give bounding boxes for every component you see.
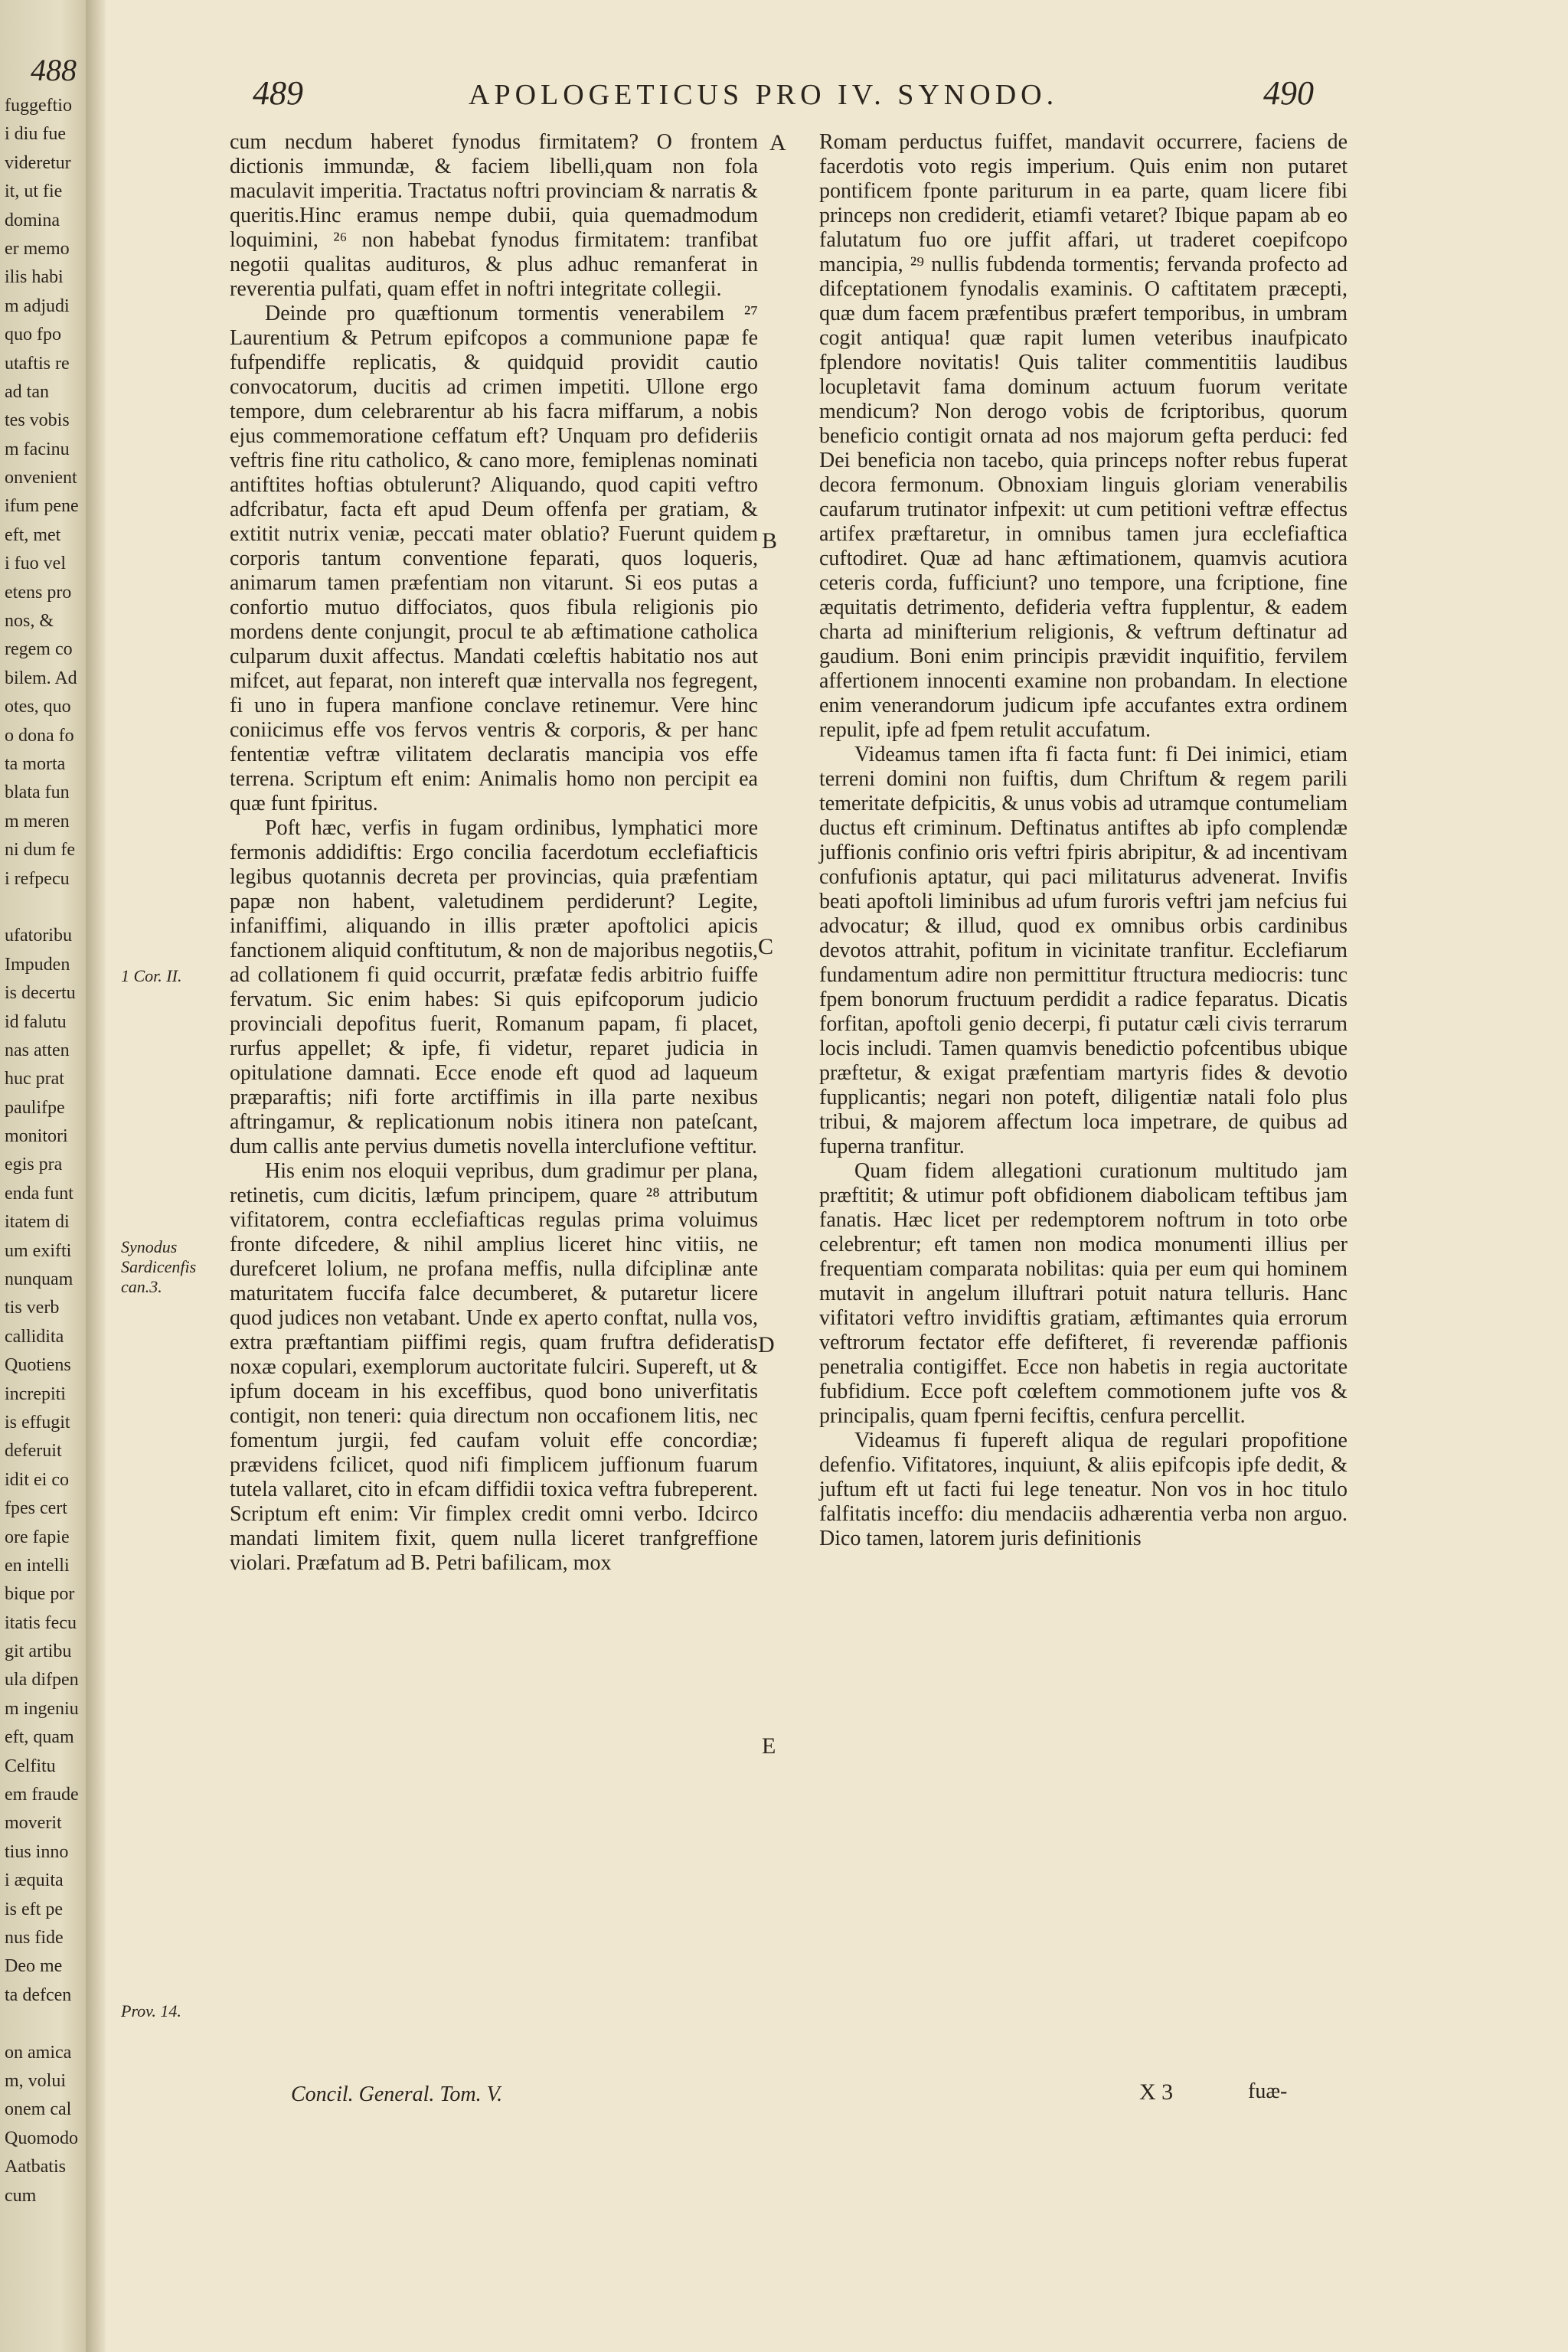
gutter-fragment: ufatoribu (5, 926, 72, 946)
gutter-fragment: ta defcen (5, 1984, 72, 2005)
gutter-fragment: utaftis re (5, 353, 70, 374)
gutter-fragment: is eft pe (5, 1899, 63, 1919)
gutter-fragment: eft, met (5, 524, 61, 545)
left-text-column (230, 130, 758, 1576)
gutter-fragment: it, ut fie (5, 181, 63, 202)
gutter-fragment: i fuo vel (5, 554, 66, 574)
catchword: fuæ- (1248, 2079, 1288, 2103)
gutter-fragment: idit ei co (5, 1469, 69, 1490)
gutter-fragment: eft, quam (5, 1727, 74, 1748)
gutter-fragment: onem cal (5, 2099, 72, 2120)
gutter-fragment: is decertu (5, 983, 76, 1004)
margin-note-synod: Synodus Sardicenfis can.3. (121, 1237, 197, 1296)
right-text-column (819, 130, 1348, 1551)
gutter-fragment: nunquam (5, 1269, 74, 1290)
section-mark-c: C (758, 934, 774, 959)
gutter-fragment: m, volui (5, 2070, 67, 2091)
gutter-fragment: blata fun (5, 782, 70, 803)
gutter-fragment: monitori (5, 1126, 68, 1147)
gutter-fragment: Celfitu (5, 1756, 56, 1776)
section-mark-e: E (762, 1733, 776, 1759)
gutter-fragment: Aatbatis (5, 2157, 66, 2177)
gutter-fragment: nos, & (5, 611, 54, 632)
previous-page-number: 488 (31, 53, 77, 87)
gutter-fragment: m facinu (5, 439, 70, 459)
paragraph: Poft hæc, verfis in fugam ordinibus, lymphatici more fermonis addidiftis: Ergo concilia facerdotum ecclefiafticis legibus quotannis decreta per provincias, quia præfentiam papæ non habent, valetudinem perdiderunt? Legite, infaniffimi, aliquando in illis præter apoftolici apicis fanctionem aliquid conftitutum, & non de majoribus negotiis, ad collationem fi quid occurrit, præfatæ fedis arbitrio fuiffe fervatum. Sic enim habes: Si quis epifcoporum judicio provinciali depofitus fuerit, Romanum papam, fi placet, rurfus appellet; & ipfe, fi videtur, reparet judicia in opitulatione damnati. Ecce enode eft quod ad laqueum præparaftis; nifi forte arctiffimis in illa parte nexibus aftringamur, & replicationum nobis itinera non pateſcant, dum callis ante pervius dumetis novella interclufione veftitur. (230, 816, 758, 1158)
gutter-fragment: Deo me (5, 1956, 63, 1977)
left-page-number: 489 (253, 74, 303, 112)
running-header (0, 74, 1568, 119)
gutter-fragment: increpiti (5, 1383, 66, 1404)
running-title: APOLOGETICUS PRO IV. SYNODO. (469, 79, 1059, 111)
gutter-fragment: m meren (5, 811, 70, 831)
gutter-fragment: i æquita (5, 1870, 64, 1891)
gutter-fragment: videretur (5, 152, 71, 173)
gutter-fragment: ore fapie (5, 1527, 70, 1547)
gutter-fragment: i diu fue (5, 124, 66, 145)
gutter-fragment: quo fpo (5, 325, 61, 345)
gutter-fragment: cum (5, 2185, 37, 2206)
gutter-fragment: regem co (5, 639, 73, 660)
gutter-fragment: nas atten (5, 1040, 70, 1060)
footer-source: Concil. General. Tom. V. (291, 2082, 503, 2106)
gutter-fragment: ula difpen (5, 1670, 79, 1690)
section-mark-d: D (758, 1332, 775, 1357)
gutter-fragment: er memo (5, 238, 70, 259)
gutter-fragment: enda funt (5, 1183, 74, 1204)
paragraph: Quam fidem allegationi curationum multitudo jam præftitit; & utimur poft obfidionem diabolicam teftibus jam fanatis. Hæc licet per redemptorem noftrum in toto orbe celebrentur; eft tamen non modica monumenti illius per frequentiam comparata nobilitas: quia per eum qui hominem mutavit in angelum illuftrari potuit natura telluris. Hanc vifitatori veftro invidiftis gratiam, æftimantes quia errorum veftrorum fectator effe defifteret, fi reverendæ paffionis penetralia contigiffet. Ecce non habetis in regia auctoritate fubfidium. Ecce poft cœleftem commotionem jufte vos & principalis, quam fperni feciftis, cenfura percellit. (819, 1159, 1348, 1428)
signature-mark: X 3 (1139, 2079, 1174, 2105)
gutter-fragment: m adjudi (5, 296, 70, 316)
gutter-fragment: egis pra (5, 1155, 63, 1175)
gutter-fragment: Impuden (5, 954, 70, 975)
gutter-fragment: domina (5, 210, 60, 230)
gutter-fragment: em fraude (5, 1785, 79, 1805)
gutter-fragment: is effugit (5, 1412, 70, 1432)
gutter-fragment: tes vobis (5, 410, 70, 431)
previous-page-gutter (0, 0, 86, 2352)
gutter-text-fragments (5, 92, 84, 2210)
gutter-fragment: fuggeftio (5, 96, 72, 116)
section-mark-a: A (769, 130, 786, 155)
gutter-fragment: bique por (5, 1584, 75, 1605)
margin-note-cor: 1 Cor. II. (121, 966, 182, 985)
gutter-fragment: id falutu (5, 1011, 67, 1032)
page-fold-shadow (86, 0, 106, 2352)
gutter-fragment: en intelli (5, 1555, 70, 1576)
paragraph: Videamus fi fupereft aliqua de regulari propofitione defenfio. Vifitatores, inquiunt, & aliis epifcopis ipfe dedit, & juftum eft ut facti fui lege teneatur. Non vos in hoc titulo falfitatis inceffo: diu mendaciis adhærentia verba non arguo. Dico tamen, latorem juris definitionis (819, 1429, 1348, 1550)
gutter-fragment: onvenient (5, 468, 77, 488)
gutter-fragment: etens pro (5, 582, 72, 603)
gutter-fragment (5, 893, 84, 922)
gutter-fragment: nus fide (5, 1928, 64, 1948)
section-mark-b: B (762, 528, 778, 554)
gutter-fragment: bilem. Ad (5, 668, 77, 688)
gutter-fragment: tis verb (5, 1298, 60, 1318)
gutter-fragment: ad tan (5, 381, 49, 402)
gutter-fragment: deferuit (5, 1441, 62, 1462)
margin-note-prov: Prov. 14. (121, 2001, 181, 2020)
paragraph: Romam perductus fuiffet, mandavit occurrere, faciens de facerdotis voto regis imperium. Quis enim non putaret pontificem fponte pariturum in ea parte, quam licere fibi princeps non crediderit, etiamfi vetaret? Ibique papam ab eo falutatum fuo ore juffit affari, ut traderet coepifcopo mancipia, ²⁹ nullis fubdenda tormentis; fervanda profecto ad difceptationem fynodalis examinis. O caftitatem præcepti, quæ dum facem præfentibus præfert temporibus, in umbram cogit antiqua! quæ rapit lumen veteribus inaufpicato fplendore novitatis! Quis taliter commentitiis laudibus locupletavit fama dominum actuum fuorum veritate mendicum? Non derogo vobis de fcriptoribus, quorum beneficio contigit ornata ad nos majorum gefta perduci: fed Dei beneficia non tacebo, quia princeps nofter rebus fuperat decora fermonum. Obnoxiam linguis gloriam venerabilis caufarum trutinator infpexit: ut cum petitioni veftræ effectus artifex præftaretur, in omnibus tamen jura ecclefiaftica cuftodiret. Quæ ad hanc æftimationem, quamvis acutiora ceteris corda, fufficiunt? uno tempore, una fcriptione, fine æquitatis detrimento, defideria veftra fupplentur, & eadem charta ad minifterium religionis, & veftrum deftinatur ad gaudium. Boni enim principis prævidit inquifitio, fervilem affertionem innocenti examine non probandam. In electione enim venerandorum judicum ipfe accufantes extra ordinem repulit, ipfe ad fpem retulit accufatum. (819, 130, 1348, 742)
gutter-fragment: i refpecu (5, 868, 70, 889)
gutter-fragment: on amica (5, 2042, 72, 2063)
gutter-fragment: itatis fecu (5, 1612, 77, 1633)
paragraph: Videamus tamen ifta fi facta funt: fi Dei inimici, etiam terreni domini non fuiftis, dum Chriftum & regem parili temeritate defpicitis, & unus vobis ad utramque contumeliam ductus eft criminum. Deftinatus antiftes ab ipfo complendæ juffionis confinio oris veftri fpiris abripitur, & ad incentivam confufionis aptatur, qui paci militaturus advenerat. Invifis beati apoftoli liminibus ad ufum furoris veftri jam nefcius fui advocatur; & illud, quod ex omnibus orbis cardinibus devotos attrahit, pofitum in vicinitate tranfitur. Ecclefiarum fundamentum adire non permittitur ftructura mediocris: tunc fpem bonorum fructuum perdidit a radice feparatus. Dicatis forfitan, apoftoli genio decerpi, fi putatur cæli civis terrarum locis includi. Tamen quamvis benedictio pofcentibus ubique præftetur, & exigat præfentiam martyris fides & devotio fupplicantis; negari non poteft, diligentiæ natali folo plus tribui, & majorem affectum loca impetrare, de quibus ad fuperna tranfitur. (819, 743, 1348, 1158)
gutter-fragment (5, 2010, 84, 2038)
paragraph: Deinde pro quæftionum tormentis venerabilem ²⁷ Laurentium & Petrum epifcopos a communione papæ fe fufpendiffe replicatis, & quidquid providit cautio convocatorum, ducitis ad crimen impetiti. Ullone ergo tempore, dum celebrarentur ab his facra miffarum, a nobis ejus commemoratione ceffatum eft? Unquam pro defideriis veftris fine ritu catholico, & cano more, femiplenas nominati antiftites hoftias obtulerunt? Aliquando, quod capiti veftro adfcribatur, facta eft apud Deum offenfa per gratiam, & extitit nutrix veniæ, peccati mater oblatio? Fuerunt quidem corporis tantum conventione feparati, quos loqueris, animarum tamen præfentiam non vitarunt. Si eos putas a confortio mutuo diffociatos, quos fibula religionis pio mordens dente conjungit, procul te ab æftimatione catholica culparum duxit affectus. Mandati cœleftis habitatio nos aut mifcet, aut feparat, non intereft quæ intervalla nos fegregent, fi uno in fupera manfione conclave retinemur. Vere hinc coniicimus effe vos fervos ventris & corporis, & per hanc fententiæ veftræ vilitatem declaratis mancipia vos effe terrena. Scriptum eft enim: Animalis homo non percipit ea quæ funt fpiritus. (230, 302, 758, 815)
gutter-fragment: Quomodo (5, 2128, 78, 2148)
gutter-fragment: huc prat (5, 1069, 64, 1089)
gutter-fragment: otes, quo (5, 697, 71, 717)
right-page-number: 490 (1263, 74, 1314, 112)
gutter-fragment: ni dum fe (5, 840, 75, 861)
gutter-fragment: um exifti (5, 1240, 72, 1261)
gutter-fragment: o dona fo (5, 725, 74, 746)
gutter-fragment: fpes cert (5, 1498, 67, 1519)
gutter-fragment: git artibu (5, 1642, 72, 1662)
gutter-fragment: ta morta (5, 753, 66, 774)
paragraph: His enim nos eloquii vepribus, dum gradimur per plana, retinetis, cum dicitis, læfum principem, quare ²⁸ attributum vifitatorem, contra ecclefiafticas regulas prima voluimus fronte difcedere, & nihil amplius liceret hinc vitiis, ne durefceret lolium, ne profana meffis, nulla difciplinæ ante maturitatem fuccifa falce decumberet, & putaretur licere quod judices non vetabant. Unde ex aperto conftat, nulla vos, extra præftantiam piiffimi regis, quam fruftra defideratis noxæ copulari, exemplorum auctoritate fulciri. Supereft, ut & ipfum doceam in his exceffibus, quod bono univerfitatis contigit, non teneri: quia directum non occafionem litis, nec fomentum jurgii, fed caufam voluit effe concordiæ; prævidens fcilicet, quod nifi fimplicem juffionum fuarum tutela vallaret, cito in efcam diffidii toxica veftra fubreperent. Scriptum eft enim: Vir fimplex credit omni verbo. Idcirco mandati limitem fixit, quem nulla liceret tranfgreffione violari. Præfatum ad B. Petri bafilicam, mox (230, 1159, 758, 1575)
gutter-fragment: m ingeniu (5, 1698, 79, 1719)
gutter-fragment: paulifpe (5, 1097, 65, 1118)
gutter-fragment: ifum pene (5, 496, 79, 517)
gutter-fragment: ilis habi (5, 267, 64, 288)
gutter-fragment: Quotiens (5, 1355, 71, 1376)
paragraph: cum necdum haberet fynodus firmitatem? O frontem dictionis immundæ, & faciem libelli,quam non fola maculavit imperitia. Tractatus noftri provinciam & narratis & queritis.Hinc eramus nempe dubii, quia quemadmodum loquimini, ²⁶ non habebat fynodus firmitatem: tranfibat negotii qualitas audituros, & plus adhuc remanferat in reverentia pulfati, quam effet in noftri integritate collegii. (230, 130, 758, 301)
gutter-fragment: tius inno (5, 1841, 69, 1862)
gutter-fragment: moverit (5, 1813, 62, 1834)
gutter-fragment: callidita (5, 1326, 64, 1347)
gutter-fragment: itatem di (5, 1212, 70, 1233)
